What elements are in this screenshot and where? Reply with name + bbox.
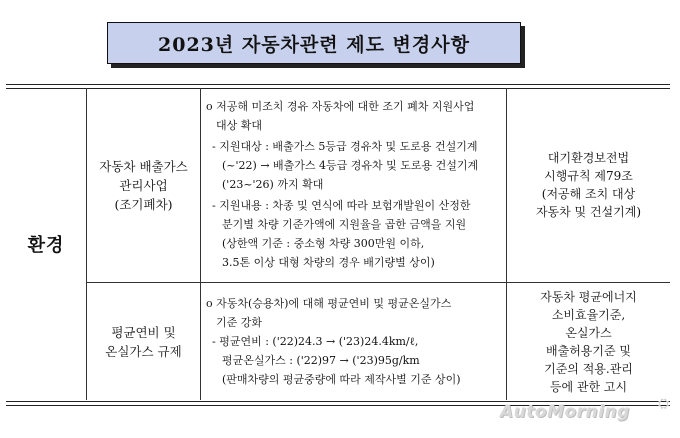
content-line: 대상 확대 (216, 119, 263, 132)
table-row-reference (507, 283, 670, 400)
watermark: AutoMorning (500, 402, 630, 422)
item-line: 자동차 배출가스 (99, 158, 188, 174)
reference-line: 온실가스 (565, 325, 612, 340)
reference-line: 자동차 평균에너지 (540, 289, 637, 304)
watermark-icon: ⛭ (658, 396, 670, 412)
item-line: 온실가스 규제 (105, 343, 182, 359)
table-row-content (206, 294, 461, 389)
item-line: (조기폐차) (114, 196, 173, 212)
content-line: o 자동차(승용차)에 대해 평균연비 및 평균온실가스 (206, 297, 452, 310)
content-line: - 지원대상 : 배출가스 5등급 경유차 및 도로용 건설기계 (212, 140, 478, 153)
reference-line: 기준의 적용.관리 (544, 361, 633, 376)
content-line: 평균온실가스 : ('22)97 → ('23)95g/km (222, 354, 420, 367)
page-title: 2023년 자동차관련 제도 변경사항 (107, 22, 521, 64)
content-line: (판매차량의 평균중량에 따라 제작사별 기준 상이) (222, 373, 461, 386)
reference-line: 대기환경보전법 (547, 151, 630, 165)
reference-line: 배출허용기준 및 (546, 343, 631, 358)
reference-line: 시행규칙 제79조 (544, 169, 633, 183)
table-row-content (206, 97, 478, 272)
reference-line: 등에 관한 고시 (549, 379, 628, 394)
content-line: o 저공해 미조치 경유 자동차에 대한 조기 폐차 지원사업 (206, 100, 475, 113)
table-row-item (87, 88, 200, 282)
content-line: (~'22) → 배출가스 4등급 경유차 및 도로용 건설기계 (222, 159, 479, 172)
content-line: (상한액 기준 : 중소형 차량 300만원 이하, (222, 237, 425, 250)
reference-line: 자동차 및 건설기계) (535, 205, 642, 219)
reference-line: 소비효율기준, (551, 307, 626, 322)
category-label: 환경 (27, 235, 65, 256)
item-line: 관리사업 (119, 177, 168, 193)
content-line: - 지원내용 : 차종 및 연식에 따라 보험개발원이 산정한 (212, 199, 471, 212)
reference-line: (저공해 조치 대상 (541, 187, 636, 201)
content-line: 기준 강화 (216, 316, 263, 329)
item-line: 평균연비 및 (111, 324, 176, 340)
content-line: - 평균연비 : ('22)24.3 → ('23)24.4km/ℓ, (212, 335, 419, 348)
content-line: 3.5톤 이상 대형 차량의 경우 배기량별 상이) (222, 256, 435, 269)
table-row-reference (507, 88, 670, 282)
content-line: ('23~'26) 까지 확대 (222, 178, 324, 191)
column-divider (200, 88, 201, 400)
table-row-item (87, 283, 200, 400)
content-line: 분기별 차량 기준가액에 지원율을 곱한 금액을 지원 (222, 218, 467, 231)
